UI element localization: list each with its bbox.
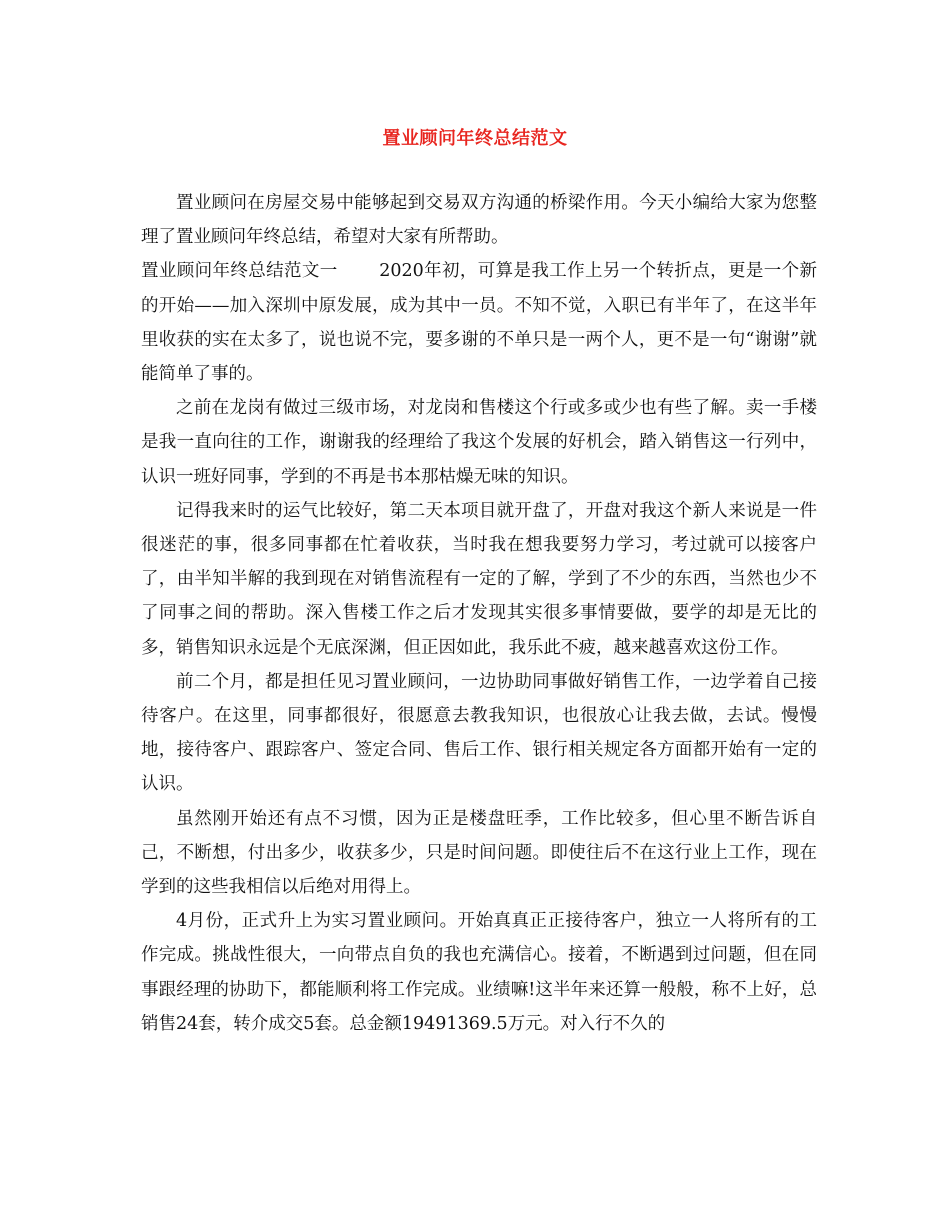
paragraph: 记得我来时的运气比较好，第二天本项目就开盘了，开盘对我这个新人来说是一件很迷茫的事，很多同事都在忙着收获，当时我在想我要努力学习，考过就可以接客户了，由半知半解的我到现在对销售流程有一定的了解，学到了不少的东西，当然也少不了同事之间的帮助。深入售楼工作之后才发现其实很多事情要做，要学的却是无比的多，销售知识永远是个无底深渊，但正因如此，我乐此不疲，越来越喜欢这份工作。 — [141, 500, 817, 658]
paragraph: 4月份，正式升上为实习置业顾问。开始真真正正接待客户，独立一人将所有的工作完成。挑战性很大，一向带点自负的我也充满信心。接着，不断遇到过问题，但在同事跟经理的协助下，都能顺利将工作完成。业绩嘛!这半年来还算一般般，称不上好，总销售24套，转介成交5套。总金额19491369.5万元。对入行不久的 — [141, 911, 817, 1034]
document-title: 置业顾问年终总结范文 — [382, 128, 568, 149]
paragraph: 置业顾问在房屋交易中能够起到交易双方沟通的桥梁作用。今天小编给大家为您整理了置业顾问年终总结，希望对大家有所帮助。 — [141, 193, 817, 248]
paragraph: 之前在龙岗有做过三级市场，对龙岗和售楼这个行或多或少也有些了解。卖一手楼是我一直向往的工作，谢谢我的经理给了我这个发展的好机会，踏入销售这一行列中，认识一班好同事，学到的不再是书本那枯燥无味的知识。 — [141, 398, 817, 487]
paragraph: 虽然刚开始还有点不习惯，因为正是楼盘旺季，工作比较多，但心里不断告诉自己，不断想，付出多少，收获多少，只是时间问题。即使往后不在这行业上工作，现在学到的这些我相信以后绝对用得上。 — [141, 808, 817, 898]
paragraph: 置业顾问年终总结范文一 2020年初，可算是我工作上另一个转折点，更是一个新的开始——加入深圳中原发展，成为其中一员。不知不觉，入职已有半年了，在这半年里收获的实在太多了，说也说不完，要多谢的不单只是一两个人，更不是一句“谢谢”就能简单了事的。 — [141, 261, 817, 385]
paragraph: 前二个月，都是担任见习置业顾问，一边协助同事做好销售工作，一边学着自己接待客户。在这里，同事都很好，很愿意去教我知识，也很放心让我去做，去试。慢慢地，接待客户、跟踪客户、签定合同、售后工作、银行相关规定各方面都开始有一定的认识。 — [141, 671, 817, 795]
document-body — [141, 186, 817, 1041]
